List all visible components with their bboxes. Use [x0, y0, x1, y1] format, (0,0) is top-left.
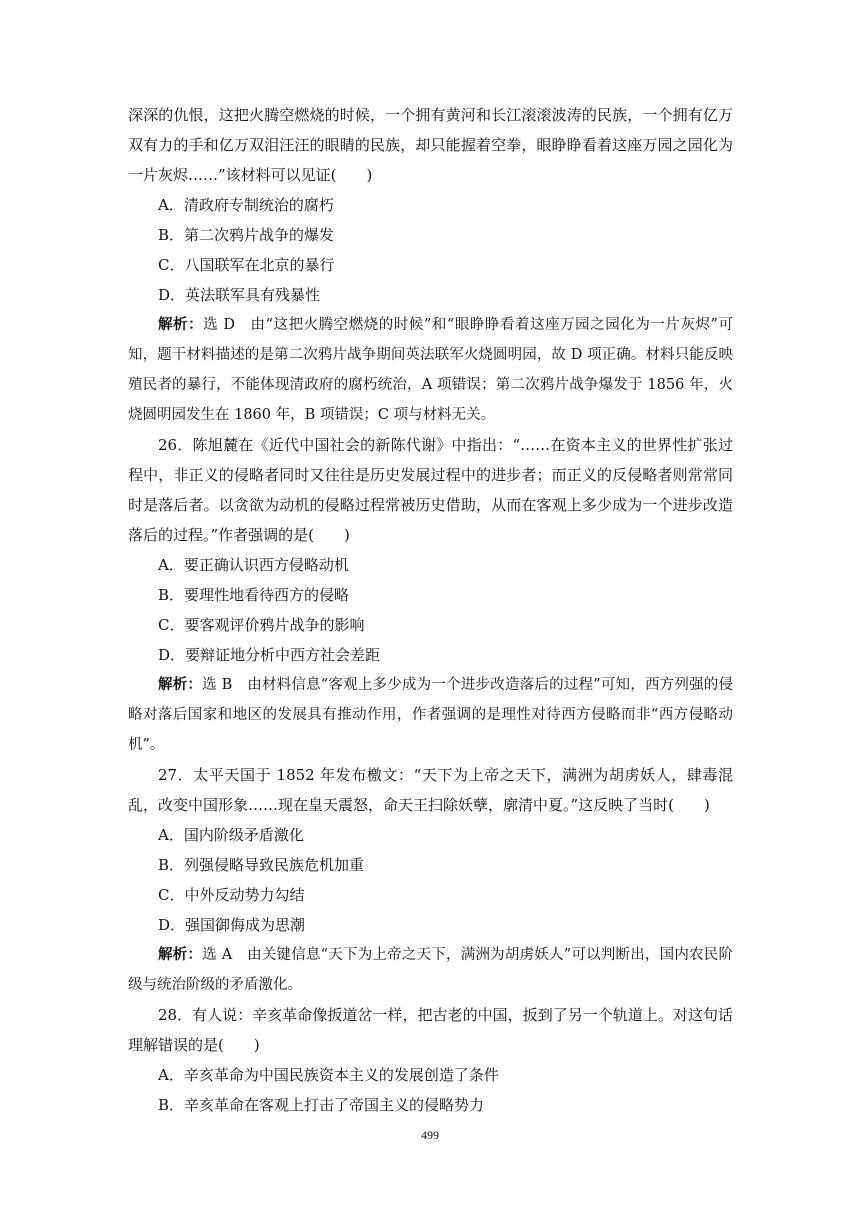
question-26-option-c: C．要客观评价鸦片战争的影响 [158, 616, 365, 634]
question-26-stem: 26．陈旭麓在《近代中国社会的新陈代谢》中指出：“……在资本主义的世界性扩张过程中，非正义的侵略者同时又往往是历史发展过程中的进步者；而正义的反侵略者则常常同时是落后者。以贪欲为动机的侵略过程常被历史借助，从而在客观上多少成为一个进步改造落后的过程。”作者强调的是( ) [128, 436, 733, 544]
question-27-option-c: C．中外反动势力勾结 [158, 886, 305, 904]
question-25-option-a: A．清政府专制统治的腐朽 [158, 196, 334, 214]
analysis-answer: 选 A [202, 947, 248, 963]
question-25-analysis [128, 310, 733, 430]
question-25-option-c: C．八国联军在北京的暴行 [158, 256, 335, 274]
analysis-text: 由关键信息“天下为上帝之天下，满洲为胡虏妖人”可以判断出，国内农民阶级与统治阶级的矛盾激化。 [128, 947, 734, 993]
question-28-option-b: B．辛亥革命在客观上打击了帝国主义的侵略势力 [158, 1096, 485, 1114]
analysis-answer: 选 D [203, 317, 251, 333]
page-content [128, 100, 733, 1120]
analysis-text: 由“这把火腾空燃烧的时候”和“眼睁睁看着这座万园之园化为一片灰烬”可知，题干材料描述的是第二次鸦片战争期间英法联军火烧圆明园，故 D 项正确。材料只能反映殖民者的暴行，不能体现清政府的腐朽统治，A 项错误；第二次鸦片战争爆发于 1856 年，火烧圆明园发生在 1860 年，B 项错误；C 项与材料无关。 [128, 317, 733, 423]
question-26-option-a: A．要正确认识西方侵略动机 [158, 556, 349, 574]
question-27-analysis [128, 940, 733, 1000]
question-28-stem: 28．有人说：辛亥革命像扳道岔一样，把古老的中国，扳到了另一个轨道上。对这句话理解错误的是( ) [128, 1006, 733, 1054]
analysis-text: 由材料信息“客观上多少成为一个进步改造落后的过程”可知，西方列强的侵略对落后国家和地区的发展具有推动作用，作者强调的是理性对待西方侵略而非“西方侵略动机”。 [128, 677, 734, 753]
question-27-option-b: B．列强侵略导致民族危机加重 [158, 856, 365, 874]
question-27-stem: 27．太平天国于 1852 年发布檄文：“天下为上帝之天下，满洲为胡虏妖人，肆毒混乱，改变中国形象……现在皇天震怒，命天王扫除妖孽，廓清中夏。”这反映了当时( ) [128, 766, 733, 814]
question-27-option-d: D．强国御侮成为思潮 [158, 916, 306, 934]
question-25-option-b: B．第二次鸦片战争的爆发 [158, 226, 335, 244]
question-25-stem: 深深的仇恨，这把火腾空燃烧的时候，一个拥有黄河和长江滚滚波涛的民族，一个拥有亿万双有力的手和亿万双泪汪汪的眼睛的民族，却只能握着空拳，眼睁睁看着这座万园之园化为一片灰烬……”该材料可以见证( ) [128, 106, 733, 184]
analysis-label: 解析： [158, 946, 203, 963]
question-26-option-b: B．要理性地看待西方的侵略 [158, 586, 350, 604]
question-26-option-d: D．要辩证地分析中西方社会差距 [158, 646, 381, 664]
analysis-label: 解析： [158, 316, 204, 333]
question-26-analysis [128, 670, 733, 760]
analysis-answer: 选 B [202, 677, 248, 693]
question-28-option-a: A．辛亥革命为中国民族资本主义的发展创造了条件 [158, 1066, 499, 1084]
question-27-option-a: A．国内阶级矛盾激化 [158, 826, 304, 844]
analysis-label: 解析： [158, 676, 203, 693]
page-number: 499 [421, 1128, 439, 1142]
question-25-option-d: D．英法联军具有残暴性 [158, 286, 321, 304]
